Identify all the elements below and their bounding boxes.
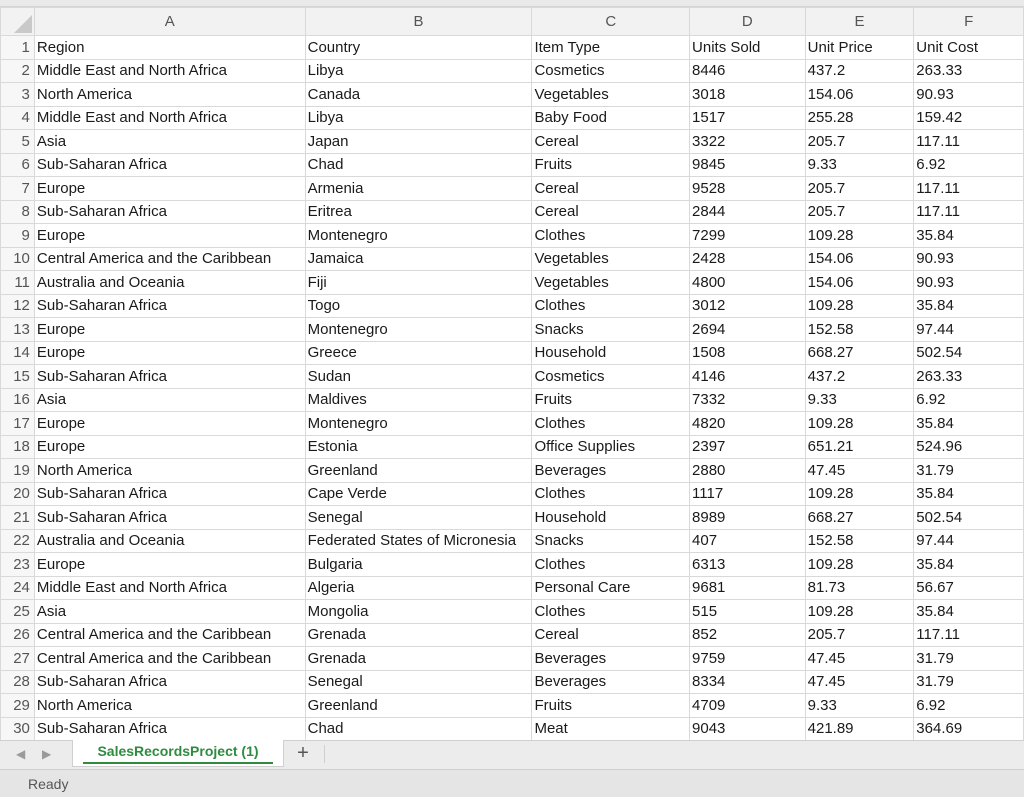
cell-a15[interactable]: Sub-Saharan Africa: [34, 365, 305, 389]
cell-a2[interactable]: Middle East and North Africa: [34, 59, 305, 83]
cell-c10[interactable]: Vegetables: [532, 247, 690, 271]
cell-d15[interactable]: 4146: [690, 365, 806, 389]
cell-b17[interactable]: Montenegro: [305, 412, 532, 436]
cell-a1[interactable]: Region: [34, 36, 305, 60]
cell-a5[interactable]: Asia: [34, 130, 305, 154]
cell-c17[interactable]: Clothes: [532, 412, 690, 436]
row-header[interactable]: 18: [1, 435, 35, 459]
cell-c1[interactable]: Item Type: [532, 36, 690, 60]
cell-d19[interactable]: 2880: [690, 459, 806, 483]
cell-c27[interactable]: Beverages: [532, 647, 690, 671]
cell-d7[interactable]: 9528: [690, 177, 806, 201]
cell-b21[interactable]: Senegal: [305, 506, 532, 530]
cell-c4[interactable]: Baby Food: [532, 106, 690, 130]
cell-a10[interactable]: Central America and the Caribbean: [34, 247, 305, 271]
table-row: [1, 553, 1024, 577]
cell-d13[interactable]: 2694: [690, 318, 806, 342]
cell-e1[interactable]: Unit Price: [805, 36, 914, 60]
cell-c6[interactable]: Fruits: [532, 153, 690, 177]
cell-e7[interactable]: 205.7: [805, 177, 914, 201]
cell-c8[interactable]: Cereal: [532, 200, 690, 224]
cell-b6[interactable]: Chad: [305, 153, 532, 177]
cell-d5[interactable]: 3322: [690, 130, 806, 154]
cell-f26[interactable]: 117.11: [914, 623, 1024, 647]
table-row: [1, 224, 1024, 248]
cell-f12[interactable]: 35.84: [914, 294, 1024, 318]
table-row: [1, 506, 1024, 530]
cell-a24[interactable]: Middle East and North Africa: [34, 576, 305, 600]
cell-d29[interactable]: 4709: [690, 694, 806, 718]
row-header[interactable]: 12: [1, 294, 35, 318]
cell-f9[interactable]: 35.84: [914, 224, 1024, 248]
table-row: [1, 106, 1024, 130]
row-header[interactable]: 24: [1, 576, 35, 600]
cell-f24[interactable]: 56.67: [914, 576, 1024, 600]
cell-d20[interactable]: 1117: [690, 482, 806, 506]
cell-d8[interactable]: 2844: [690, 200, 806, 224]
spreadsheet-grid: [0, 7, 1024, 741]
cell-f25[interactable]: 35.84: [914, 600, 1024, 624]
cell-c9[interactable]: Clothes: [532, 224, 690, 248]
cell-a30[interactable]: Sub-Saharan Africa: [34, 717, 305, 741]
table-row: [1, 482, 1024, 506]
cell-e2[interactable]: 437.2: [805, 59, 914, 83]
cell-b5[interactable]: Japan: [305, 130, 532, 154]
cell-e26[interactable]: 205.7: [805, 623, 914, 647]
cell-f5[interactable]: 117.11: [914, 130, 1024, 154]
cell-f7[interactable]: 117.11: [914, 177, 1024, 201]
cell-e30[interactable]: 421.89: [805, 717, 914, 741]
table-row: [1, 341, 1024, 365]
cell-d24[interactable]: 9681: [690, 576, 806, 600]
table-row: [1, 717, 1024, 741]
table-row: [1, 529, 1024, 553]
cell-c28[interactable]: Beverages: [532, 670, 690, 694]
cell-b22[interactable]: Federated States of Micronesia: [305, 529, 532, 553]
table-row: [1, 412, 1024, 436]
cell-b20[interactable]: Cape Verde: [305, 482, 532, 506]
cell-a13[interactable]: Europe: [34, 318, 305, 342]
row-header[interactable]: 16: [1, 388, 35, 412]
row-header[interactable]: 15: [1, 365, 35, 389]
cell-d16[interactable]: 7332: [690, 388, 806, 412]
cell-b18[interactable]: Estonia: [305, 435, 532, 459]
column-header-row: [1, 8, 1024, 36]
prev-sheet-icon[interactable]: ◀: [16, 747, 26, 761]
column-header-e[interactable]: E: [805, 8, 914, 36]
cell-a18[interactable]: Europe: [34, 435, 305, 459]
sheet-tab-salesrecordsproject[interactable]: [72, 740, 284, 767]
row-header[interactable]: 30: [1, 717, 35, 741]
table-row: [1, 576, 1024, 600]
cell-d25[interactable]: 515: [690, 600, 806, 624]
column-header-d[interactable]: D: [690, 8, 806, 36]
cell-d10[interactable]: 2428: [690, 247, 806, 271]
cell-b13[interactable]: Montenegro: [305, 318, 532, 342]
cell-f15[interactable]: 263.33: [914, 365, 1024, 389]
column-header-b[interactable]: B: [305, 8, 532, 36]
cell-c23[interactable]: Clothes: [532, 553, 690, 577]
cell-e16[interactable]: 9.33: [805, 388, 914, 412]
row-header[interactable]: 27: [1, 647, 35, 671]
cell-a27[interactable]: Central America and the Caribbean: [34, 647, 305, 671]
cell-c21[interactable]: Household: [532, 506, 690, 530]
table-row: [1, 600, 1024, 624]
cell-c25[interactable]: Clothes: [532, 600, 690, 624]
cell-e24[interactable]: 81.73: [805, 576, 914, 600]
cell-b29[interactable]: Greenland: [305, 694, 532, 718]
cell-f10[interactable]: 90.93: [914, 247, 1024, 271]
table-row: [1, 271, 1024, 295]
cell-a17[interactable]: Europe: [34, 412, 305, 436]
row-header[interactable]: 23: [1, 553, 35, 577]
cell-d30[interactable]: 9043: [690, 717, 806, 741]
cell-f17[interactable]: 35.84: [914, 412, 1024, 436]
table-row: [1, 83, 1024, 107]
cell-e25[interactable]: 109.28: [805, 600, 914, 624]
cell-c24[interactable]: Personal Care: [532, 576, 690, 600]
cell-c18[interactable]: Office Supplies: [532, 435, 690, 459]
status-text: Ready: [28, 776, 69, 792]
cell-b23[interactable]: Bulgaria: [305, 553, 532, 577]
table-row: [1, 623, 1024, 647]
cell-d17[interactable]: 4820: [690, 412, 806, 436]
cell-e19[interactable]: 47.45: [805, 459, 914, 483]
cell-f1[interactable]: Unit Cost: [914, 36, 1024, 60]
cell-c30[interactable]: Meat: [532, 717, 690, 741]
cell-d11[interactable]: 4800: [690, 271, 806, 295]
cell-b27[interactable]: Grenada: [305, 647, 532, 671]
cell-d23[interactable]: 6313: [690, 553, 806, 577]
cell-f18[interactable]: 524.96: [914, 435, 1024, 459]
cell-e22[interactable]: 152.58: [805, 529, 914, 553]
table-row: [1, 200, 1024, 224]
row-header[interactable]: 4: [1, 106, 35, 130]
cell-e11[interactable]: 154.06: [805, 271, 914, 295]
cell-b7[interactable]: Armenia: [305, 177, 532, 201]
cell-e18[interactable]: 651.21: [805, 435, 914, 459]
cell-b11[interactable]: Fiji: [305, 271, 532, 295]
cell-c2[interactable]: Cosmetics: [532, 59, 690, 83]
cell-e8[interactable]: 205.7: [805, 200, 914, 224]
cell-c11[interactable]: Vegetables: [532, 271, 690, 295]
cell-e17[interactable]: 109.28: [805, 412, 914, 436]
sheet-tab-label: SalesRecordsProject (1): [97, 743, 259, 759]
cell-c13[interactable]: Snacks: [532, 318, 690, 342]
cell-f28[interactable]: 31.79: [914, 670, 1024, 694]
cell-f21[interactable]: 502.54: [914, 506, 1024, 530]
row-header[interactable]: 2: [1, 59, 35, 83]
cell-e6[interactable]: 9.33: [805, 153, 914, 177]
cell-e12[interactable]: 109.28: [805, 294, 914, 318]
table-row: [1, 318, 1024, 342]
cell-f30[interactable]: 364.69: [914, 717, 1024, 741]
cell-f14[interactable]: 502.54: [914, 341, 1024, 365]
cell-f27[interactable]: 31.79: [914, 647, 1024, 671]
cell-a23[interactable]: Europe: [34, 553, 305, 577]
cell-a25[interactable]: Asia: [34, 600, 305, 624]
cell-e21[interactable]: 668.27: [805, 506, 914, 530]
cell-b15[interactable]: Sudan: [305, 365, 532, 389]
cell-e23[interactable]: 109.28: [805, 553, 914, 577]
table-row: [1, 177, 1024, 201]
cell-b8[interactable]: Eritrea: [305, 200, 532, 224]
active-tab-indicator: [83, 762, 273, 764]
cell-a14[interactable]: Europe: [34, 341, 305, 365]
sheet-tab-bar: [0, 740, 1024, 769]
cell-c3[interactable]: Vegetables: [532, 83, 690, 107]
row-header[interactable]: 25: [1, 600, 35, 624]
cell-f11[interactable]: 90.93: [914, 271, 1024, 295]
cell-b28[interactable]: Senegal: [305, 670, 532, 694]
row-header[interactable]: 20: [1, 482, 35, 506]
row-header[interactable]: 8: [1, 200, 35, 224]
status-bar: [0, 769, 1024, 797]
cell-d27[interactable]: 9759: [690, 647, 806, 671]
row-header[interactable]: 21: [1, 506, 35, 530]
cell-f13[interactable]: 97.44: [914, 318, 1024, 342]
cell-b26[interactable]: Grenada: [305, 623, 532, 647]
cell-b9[interactable]: Montenegro: [305, 224, 532, 248]
table-row: [1, 647, 1024, 671]
row-header[interactable]: 28: [1, 670, 35, 694]
cell-e14[interactable]: 668.27: [805, 341, 914, 365]
cell-d9[interactable]: 7299: [690, 224, 806, 248]
cell-f19[interactable]: 31.79: [914, 459, 1024, 483]
table-row: [1, 459, 1024, 483]
cell-d3[interactable]: 3018: [690, 83, 806, 107]
cell-b14[interactable]: Greece: [305, 341, 532, 365]
cell-c22[interactable]: Snacks: [532, 529, 690, 553]
cell-c14[interactable]: Household: [532, 341, 690, 365]
sheet-table: [0, 7, 1024, 741]
table-row: [1, 435, 1024, 459]
cell-e20[interactable]: 109.28: [805, 482, 914, 506]
cell-b3[interactable]: Canada: [305, 83, 532, 107]
row-header[interactable]: 5: [1, 130, 35, 154]
row-header[interactable]: 7: [1, 177, 35, 201]
cell-d18[interactable]: 2397: [690, 435, 806, 459]
column-header-a[interactable]: A: [34, 8, 305, 36]
table-row: [1, 153, 1024, 177]
cell-a21[interactable]: Sub-Saharan Africa: [34, 506, 305, 530]
cell-b19[interactable]: Greenland: [305, 459, 532, 483]
cell-c26[interactable]: Cereal: [532, 623, 690, 647]
cell-a19[interactable]: North America: [34, 459, 305, 483]
cell-e5[interactable]: 205.7: [805, 130, 914, 154]
cell-e13[interactable]: 152.58: [805, 318, 914, 342]
row-header[interactable]: 22: [1, 529, 35, 553]
cell-a7[interactable]: Europe: [34, 177, 305, 201]
column-header-c[interactable]: C: [532, 8, 690, 36]
row-header[interactable]: 26: [1, 623, 35, 647]
cell-b24[interactable]: Algeria: [305, 576, 532, 600]
cell-d1[interactable]: Units Sold: [690, 36, 806, 60]
table-row: [1, 59, 1024, 83]
cell-f3[interactable]: 90.93: [914, 83, 1024, 107]
cell-b30[interactable]: Chad: [305, 717, 532, 741]
cell-b1[interactable]: Country: [305, 36, 532, 60]
cell-f2[interactable]: 263.33: [914, 59, 1024, 83]
cell-d12[interactable]: 3012: [690, 294, 806, 318]
cell-d21[interactable]: 8989: [690, 506, 806, 530]
cell-d26[interactable]: 852: [690, 623, 806, 647]
cell-a28[interactable]: Sub-Saharan Africa: [34, 670, 305, 694]
next-sheet-icon[interactable]: ▶: [42, 747, 52, 761]
row-header[interactable]: 19: [1, 459, 35, 483]
row-header[interactable]: 9: [1, 224, 35, 248]
cell-e15[interactable]: 437.2: [805, 365, 914, 389]
cell-e4[interactable]: 255.28: [805, 106, 914, 130]
cell-d2[interactable]: 8446: [690, 59, 806, 83]
table-row: [1, 670, 1024, 694]
table-row: [1, 36, 1024, 60]
window-top-bar: [0, 0, 1024, 7]
cell-a26[interactable]: Central America and the Caribbean: [34, 623, 305, 647]
cell-b4[interactable]: Libya: [305, 106, 532, 130]
row-header[interactable]: 14: [1, 341, 35, 365]
row-header[interactable]: 10: [1, 247, 35, 271]
cell-c16[interactable]: Fruits: [532, 388, 690, 412]
cell-d4[interactable]: 1517: [690, 106, 806, 130]
cell-b25[interactable]: Mongolia: [305, 600, 532, 624]
cell-a3[interactable]: North America: [34, 83, 305, 107]
row-header[interactable]: 11: [1, 271, 35, 295]
cell-b16[interactable]: Maldives: [305, 388, 532, 412]
cell-e28[interactable]: 47.45: [805, 670, 914, 694]
cell-f4[interactable]: 159.42: [914, 106, 1024, 130]
cell-f6[interactable]: 6.92: [914, 153, 1024, 177]
cell-c20[interactable]: Clothes: [532, 482, 690, 506]
tab-divider: [324, 745, 325, 763]
cell-c29[interactable]: Fruits: [532, 694, 690, 718]
row-header[interactable]: 6: [1, 153, 35, 177]
table-row: [1, 694, 1024, 718]
row-header[interactable]: 29: [1, 694, 35, 718]
cell-a11[interactable]: Australia and Oceania: [34, 271, 305, 295]
cell-f22[interactable]: 97.44: [914, 529, 1024, 553]
cell-b2[interactable]: Libya: [305, 59, 532, 83]
table-row: [1, 388, 1024, 412]
add-sheet-button[interactable]: +: [297, 742, 309, 764]
cell-f8[interactable]: 117.11: [914, 200, 1024, 224]
cell-a9[interactable]: Europe: [34, 224, 305, 248]
cell-a8[interactable]: Sub-Saharan Africa: [34, 200, 305, 224]
cell-c15[interactable]: Cosmetics: [532, 365, 690, 389]
cell-a4[interactable]: Middle East and North Africa: [34, 106, 305, 130]
cell-e9[interactable]: 109.28: [805, 224, 914, 248]
cell-e3[interactable]: 154.06: [805, 83, 914, 107]
row-header[interactable]: 13: [1, 318, 35, 342]
cell-d22[interactable]: 407: [690, 529, 806, 553]
table-row: [1, 365, 1024, 389]
cell-c7[interactable]: Cereal: [532, 177, 690, 201]
column-header-f[interactable]: F: [914, 8, 1024, 36]
cell-f16[interactable]: 6.92: [914, 388, 1024, 412]
select-all-corner[interactable]: [1, 8, 35, 36]
table-row: [1, 294, 1024, 318]
cell-b10[interactable]: Jamaica: [305, 247, 532, 271]
cell-e29[interactable]: 9.33: [805, 694, 914, 718]
cell-a29[interactable]: North America: [34, 694, 305, 718]
cell-f20[interactable]: 35.84: [914, 482, 1024, 506]
row-header[interactable]: 3: [1, 83, 35, 107]
cell-b12[interactable]: Togo: [305, 294, 532, 318]
cell-a16[interactable]: Asia: [34, 388, 305, 412]
cell-a20[interactable]: Sub-Saharan Africa: [34, 482, 305, 506]
cell-e27[interactable]: 47.45: [805, 647, 914, 671]
cell-a12[interactable]: Sub-Saharan Africa: [34, 294, 305, 318]
cell-a22[interactable]: Australia and Oceania: [34, 529, 305, 553]
row-header[interactable]: 17: [1, 412, 35, 436]
row-header[interactable]: 1: [1, 36, 35, 60]
cell-c19[interactable]: Beverages: [532, 459, 690, 483]
cell-c12[interactable]: Clothes: [532, 294, 690, 318]
cell-f23[interactable]: 35.84: [914, 553, 1024, 577]
cell-a6[interactable]: Sub-Saharan Africa: [34, 153, 305, 177]
cell-d14[interactable]: 1508: [690, 341, 806, 365]
cell-d28[interactable]: 8334: [690, 670, 806, 694]
cell-c5[interactable]: Cereal: [532, 130, 690, 154]
cell-d6[interactable]: 9845: [690, 153, 806, 177]
cell-f29[interactable]: 6.92: [914, 694, 1024, 718]
cell-e10[interactable]: 154.06: [805, 247, 914, 271]
table-row: [1, 130, 1024, 154]
table-row: [1, 247, 1024, 271]
